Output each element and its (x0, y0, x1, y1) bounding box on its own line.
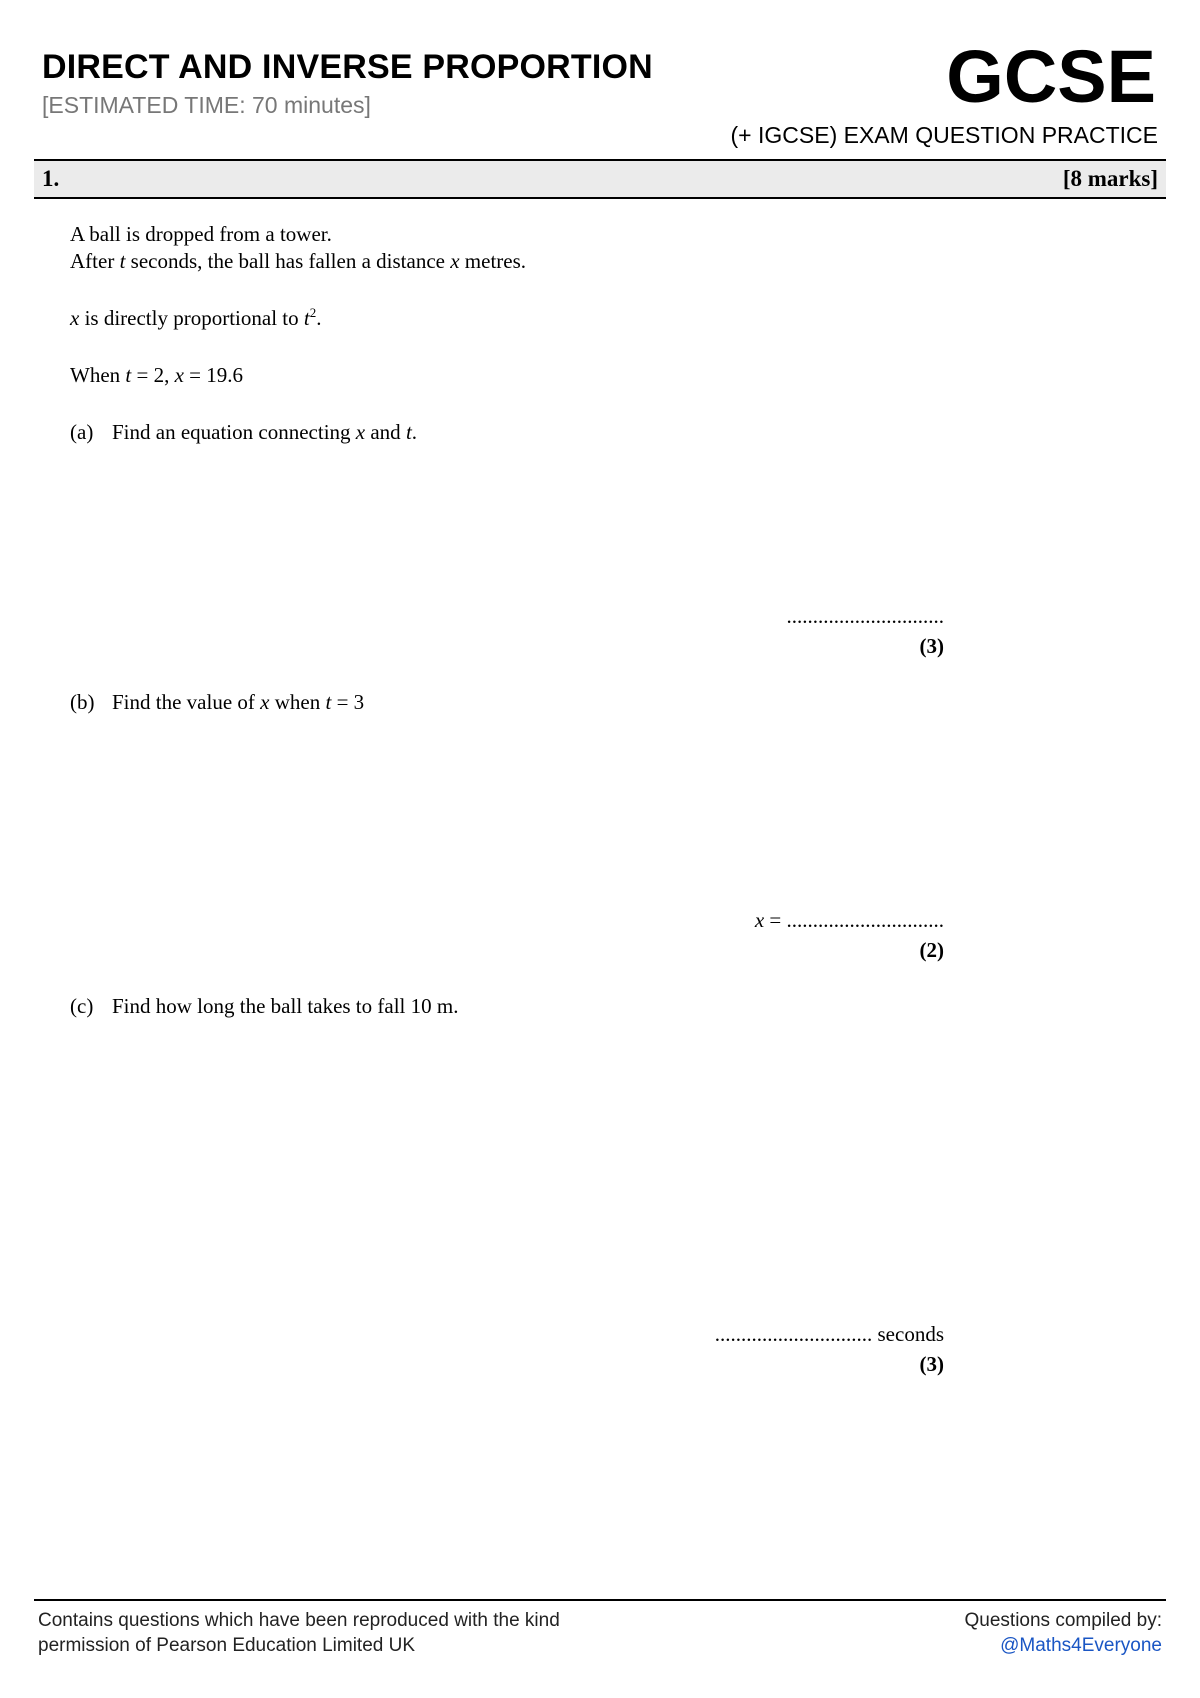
intro-line-1: A ball is dropped from a tower. (70, 222, 332, 246)
estimated-time: [ESTIMATED TIME: 70 minutes] (42, 92, 371, 118)
intro-line-2: After t seconds, the ball has fallen a distance x metres. (70, 249, 527, 273)
part-c-question: (c) Find how long the ball takes to fall 10 m. (70, 994, 459, 1018)
footer-credit-label: Questions compiled by: (964, 1610, 1162, 1631)
proportion-statement: x is directly proportional to $t^2$. (70, 305, 322, 330)
given-values: When t = 2, x = 19.6 (70, 363, 244, 387)
footer-credit (965, 1608, 1163, 1658)
part-b-question: (b) Find the value of x when t = 3 (70, 690, 365, 714)
page-subtitle: (+ IGCSE) EXAM QUESTION PRACTICE (730, 122, 1158, 148)
footer-attribution (38, 1608, 560, 1658)
footer-attribution-line-2: permission of Pearson Education Limited UK (38, 1635, 416, 1656)
part-b-answer-line[interactable]: x = .............................. (754, 908, 944, 932)
page-title: DIRECT AND INVERSE PROPORTION (42, 48, 653, 86)
part-c-marks: (3) (919, 1352, 944, 1376)
gcse-badge: GCSE (946, 35, 1156, 118)
footer-attribution-line-1: Contains questions which have been reproduced with the kind (38, 1610, 560, 1631)
question-number: 1. (42, 166, 60, 191)
part-b-marks: (2) (919, 938, 944, 962)
part-c-answer-line[interactable]: .............................. seconds (714, 1322, 944, 1346)
question-marks: [8 marks] (1062, 166, 1158, 191)
part-a-answer-line[interactable]: .............................. (786, 604, 944, 628)
author-handle-link[interactable]: @Maths4Everyone (1000, 1635, 1162, 1656)
part-a-marks: (3) (919, 634, 944, 658)
footer-divider (34, 1599, 1166, 1601)
question-header-bar (34, 159, 1166, 199)
part-a-question: (a) Find an equation connecting x and t. (70, 420, 418, 444)
